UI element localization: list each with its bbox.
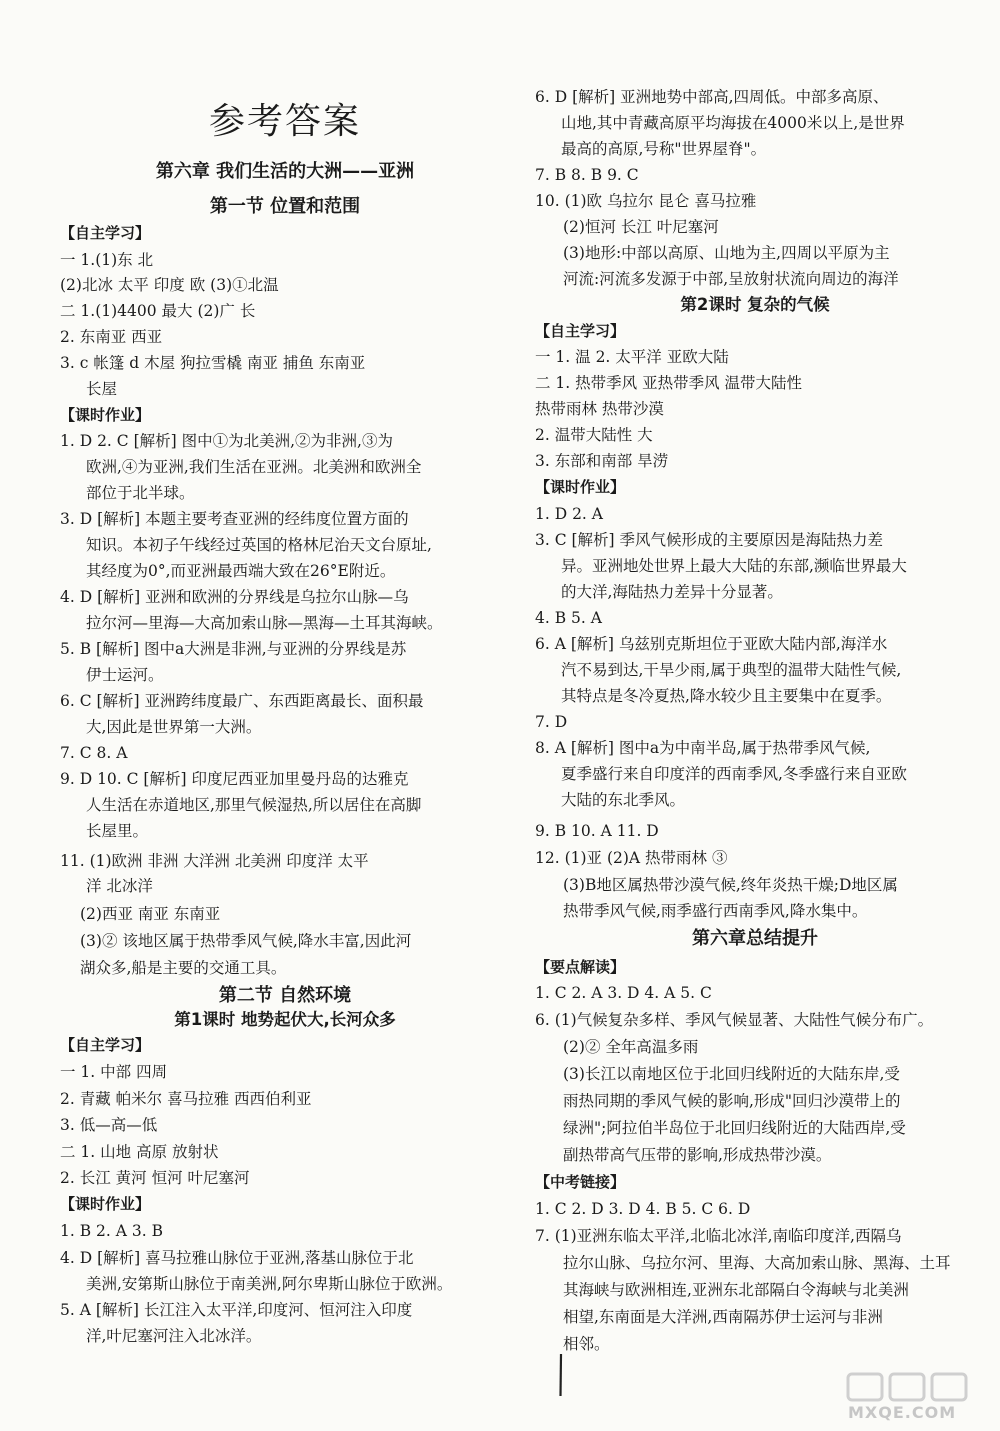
answer-line: (2)② 全年高温多雨: [563, 1038, 699, 1056]
answer-line: 7. D: [535, 713, 568, 731]
answer-line: 大陆的东北季风。: [561, 791, 686, 809]
answer-line: 相邻。: [563, 1335, 610, 1353]
answer-line: 8. A [解析] 图中a为中南半岛,属于热带季风气候,: [535, 739, 871, 757]
answer-line: 10. (1)欧 乌拉尔 昆仑 喜马拉雅: [535, 192, 757, 210]
answer-line: 4. B 5. A: [535, 609, 602, 627]
answer-line: 热带季风气候,雨季盛行西南季风,降水集中。: [563, 902, 868, 920]
lesson-heading: 第1课时 地势起伏大,长河众多: [174, 1010, 396, 1029]
answer-line: 6. A [解析] 乌兹别克斯坦位于亚欧大陆内部,海洋水: [535, 635, 888, 653]
answer-line: (2)西亚 南亚 东南亚: [80, 905, 221, 923]
answer-line: 长屋里。: [86, 822, 149, 840]
answer-line: 二 1.(1)4400 最大 (2)广 长: [60, 302, 256, 320]
section-heading: 第二节 自然环境: [218, 985, 352, 1006]
answer-line: 洋,叶尼塞河注入北冰洋。: [86, 1327, 262, 1345]
answer-line: 9. D 10. C [解析] 印度尼西亚加里曼丹岛的达雅克: [60, 770, 409, 788]
chapter-heading: 第六章 我们生活的大洲——亚洲: [155, 161, 415, 182]
answer-line: 1. D 2. C [解析] 图中①为北美洲,②为非洲,③为: [60, 432, 393, 450]
answer-line: 3. c 帐篷 d 木屋 狗拉雪橇 南亚 捕鱼 东南亚: [60, 354, 366, 372]
answer-line: 副热带高气压带的影响,形成热带沙漠。: [563, 1146, 832, 1164]
lesson-heading: 第2课时 复杂的气候: [680, 295, 830, 314]
answer-line: 9. B 10. A 11. D: [535, 822, 659, 840]
answer-line: 3. C [解析] 季风气候形成的主要原因是海陆热力差: [535, 531, 884, 549]
answer-line: 知识。本初子午线经过英国的格林尼治天文台原址,: [86, 536, 432, 554]
answer-line: 2. 东南亚 西亚: [60, 328, 163, 346]
answer-line: 相望,东南面是大洋洲,西南隔苏伊士运河与非洲: [563, 1308, 883, 1326]
answer-line: (2)北冰 太平 印度 欧 (3)①北温: [60, 276, 279, 294]
answer-line: 人生活在赤道地区,那里气候湿热,所以居住在高脚: [86, 796, 422, 814]
answer-line: 一 1.(1)东 北: [60, 251, 154, 269]
self-study-heading: 【自主学习】: [535, 322, 626, 340]
answer-line: 1. D 2. A: [535, 505, 603, 523]
answer-line: 美洲,安第斯山脉位于南美洲,阿尔卑斯山脉位于欧洲。: [86, 1275, 453, 1293]
page-title: 参考答案: [208, 101, 361, 142]
answer-line: 其海峡与欧洲相连,亚洲东北部隔白令海峡与北美洲: [563, 1281, 909, 1299]
answer-line: 7. C 8. A: [60, 744, 128, 762]
answer-line: 1. B 2. A 3. B: [60, 1222, 163, 1240]
answer-line: 7. B 8. B 9. C: [535, 166, 639, 184]
answer-line: (3)B地区属热带沙漠气候,终年炎热干燥;D地区属: [563, 876, 898, 894]
answer-line: 4. D [解析] 亚洲和欧洲的分界线是乌拉尔山脉—乌: [60, 588, 409, 606]
answer-line: 1. C 2. D 3. D 4. B 5. C 6. D: [535, 1200, 751, 1218]
answer-line: 其经度为0°,而亚洲最西端大致在26°E附近。: [86, 562, 396, 580]
answer-line: 6. D [解析] 亚洲地势中部高,四周低。中部多高原、: [535, 88, 889, 106]
answer-line: 4. D [解析] 喜马拉雅山脉位于亚洲,落基山脉位于北: [60, 1249, 414, 1267]
answer-line: 3. D [解析] 本题主要考查亚洲的经纬度位置方面的: [60, 510, 409, 528]
answer-line: 最高的高原,号称"世界屋脊"。: [561, 140, 767, 158]
homework-heading: 【课时作业】: [60, 406, 151, 424]
answer-line: 的大洋,海陆热力差异十分显著。: [561, 583, 783, 601]
answer-line: 6. C [解析] 亚洲跨纬度最广、东西距离最长、面积最: [60, 692, 424, 710]
summary-heading: 第六章总结提升: [692, 928, 818, 949]
answer-line: 一 1. 中部 四周: [60, 1063, 168, 1081]
answer-line: 3. 东部和南部 旱涝: [535, 452, 669, 470]
answer-line: 洋 北冰洋: [86, 877, 153, 895]
answer-line: 6. (1)气候复杂多样、季风气候显著、大陆性气候分布广。: [535, 1011, 934, 1029]
answer-line: (3)② 该地区属于热带季风气候,降水丰富,因此河: [80, 932, 412, 950]
answer-line: 伊士运河。: [86, 666, 164, 684]
answer-line: 12. (1)亚 (2)A 热带雨林 ③: [535, 849, 728, 867]
watermark-text: MXQE.COM: [848, 1403, 957, 1422]
answer-line: 绿洲";阿拉伯半岛位于北回归线附近的大陆西岸,受: [563, 1119, 906, 1137]
homework-heading: 【课时作业】: [535, 478, 626, 496]
answer-line: 5. B [解析] 图中a大洲是非洲,与亚洲的分界线是苏: [60, 640, 407, 658]
answer-line: 欧洲,④为亚洲,我们生活在亚洲。北美洲和欧洲全: [86, 458, 422, 476]
page-number-mark: [558, 1352, 564, 1398]
answer-line: 夏季盛行来自印度洋的西南季风,冬季盛行来自亚欧: [561, 765, 907, 783]
answer-line: 2. 温带大陆性 大: [535, 426, 653, 444]
answer-line: (2)恒河 长江 叶尼塞河: [563, 218, 719, 236]
answer-line: 5. A [解析] 长江注入太平洋,印度河、恒河注入印度: [60, 1301, 413, 1319]
section-heading: 第一节 位置和范围: [209, 196, 361, 217]
answer-line: 拉尔山脉、乌拉尔河、里海、大高加索山脉、黑海、土耳: [563, 1254, 951, 1272]
answer-line: 二 1. 热带季风 亚热带季风 温带大陆性: [535, 374, 802, 392]
answer-line: 异。亚洲地处世界上最大大陆的东部,濒临世界最大: [561, 557, 907, 575]
answer-line: 湖众多,船是主要的交通工具。: [80, 959, 287, 977]
answer-line: 拉尔河—里海—大高加索山脉—黑海—土耳其海峡。: [86, 614, 443, 632]
answer-line: 11. (1)欧洲 非洲 大洋洲 北美洲 印度洋 太平: [60, 852, 369, 870]
answer-line: 长屋: [86, 380, 118, 398]
answer-line: 一 1. 温 2. 太平洋 亚欧大陆: [535, 348, 729, 366]
answer-line: 二 1. 山地 高原 放射状: [60, 1143, 219, 1161]
answer-line: (3)地形:中部以高原、山地为主,四周以平原为主: [563, 244, 890, 262]
answer-line: 大,因此是世界第一大洲。: [86, 718, 262, 736]
answer-line: 汽不易到达,干旱少雨,属于典型的温带大陆性气候,: [561, 661, 902, 679]
answer-line: 热带雨林 热带沙漠: [535, 400, 664, 418]
answer-line: 1. C 2. A 3. D 4. A 5. C: [535, 984, 712, 1002]
self-study-heading: 【自主学习】: [60, 224, 151, 242]
answer-line: 2. 长江 黄河 恒河 叶尼塞河: [60, 1169, 250, 1187]
answer-line: 山地,其中青藏高原平均海拔在4000米以上,是世界: [561, 114, 905, 132]
answer-line: (3)长江以南地区位于北回归线附近的大陆东岸,受: [563, 1065, 900, 1083]
answer-line: 其特点是冬冷夏热,降水较少且主要集中在夏季。: [561, 687, 892, 705]
answer-line: 雨热同期的季风气候的影响,形成"回归沙漠带上的: [563, 1092, 901, 1110]
homework-heading: 【课时作业】: [60, 1195, 151, 1213]
answer-line: 部位于北半球。: [86, 484, 195, 502]
answer-line: 河流:河流多发源于中部,呈放射状流向周边的海洋: [563, 270, 899, 288]
exam-link-heading: 【中考链接】: [535, 1173, 626, 1191]
key-points-heading: 【要点解读】: [535, 958, 626, 976]
answer-line: 3. 低—高—低: [60, 1116, 158, 1134]
answer-line: 2. 青藏 帕米尔 喜马拉雅 西西伯利亚: [60, 1090, 312, 1108]
answer-line: 7. (1)亚洲东临太平洋,北临北冰洋,南临印度洋,西隔乌: [535, 1227, 902, 1245]
self-study-heading: 【自主学习】: [60, 1036, 151, 1054]
